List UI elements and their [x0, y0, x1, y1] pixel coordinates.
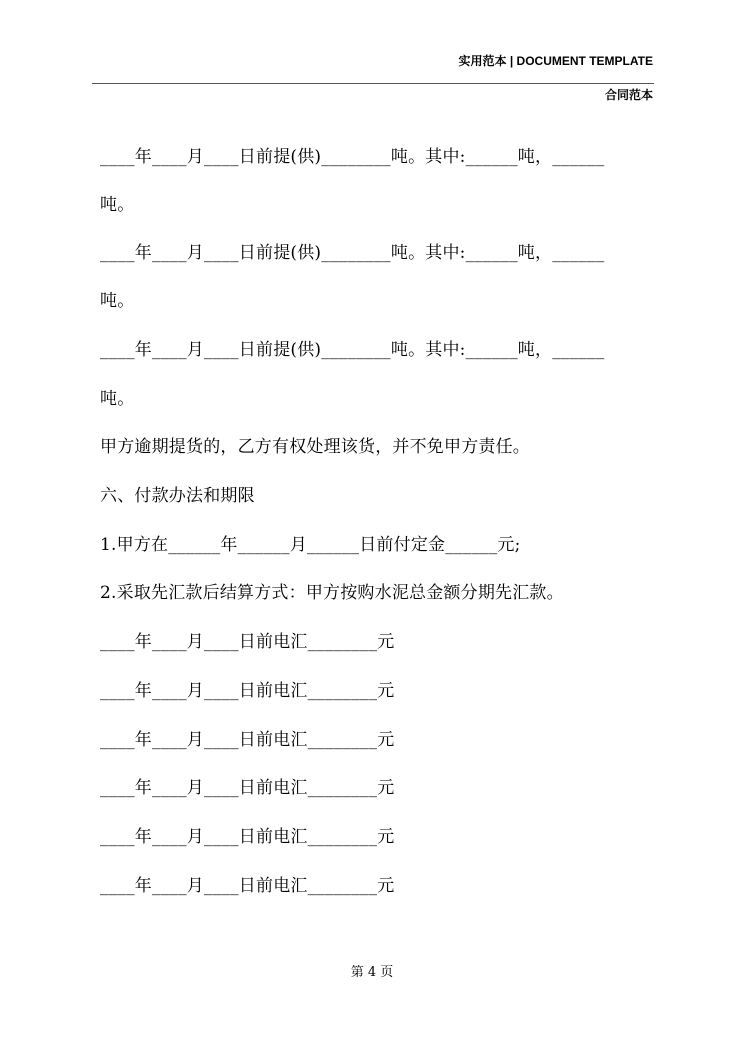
header-divider	[92, 83, 654, 84]
delivery-schedule-line-3-continued: 吨。	[100, 389, 135, 409]
wire-transfer-line-2: ____年____月____日前电汇________元	[100, 681, 395, 701]
page-number: 第 4 页	[350, 965, 394, 980]
deposit-clause: 1.甲方在______年______月______日前付定金______元;	[100, 535, 521, 555]
delivery-schedule-line-1: ____年____月____日前提(供)________吨。其中:______吨，______	[100, 147, 605, 167]
document-header-title: 实用范本 | DOCUMENT TEMPLATE	[458, 54, 653, 68]
document-header-subtitle: 合同范本	[604, 88, 653, 102]
wire-transfer-line-1: ____年____月____日前电汇________元	[100, 632, 395, 652]
section-heading-payment: 六、付款办法和期限	[100, 486, 255, 506]
wire-transfer-line-6: ____年____月____日前电汇________元	[100, 876, 395, 896]
wire-transfer-line-3: ____年____月____日前电汇________元	[100, 730, 395, 750]
delivery-schedule-line-2-continued: 吨。	[100, 291, 135, 311]
delivery-schedule-line-2: ____年____月____日前提(供)________吨。其中:______吨，______	[100, 243, 605, 263]
prepayment-clause: 2.采取先汇款后结算方式：甲方按购水泥总金额分期先汇款。	[100, 583, 564, 603]
late-pickup-clause: 甲方逾期提货的，乙方有权处理该货，并不免甲方责任。	[100, 437, 530, 457]
delivery-schedule-line-1-continued: 吨。	[100, 195, 135, 215]
wire-transfer-line-5: ____年____月____日前电汇________元	[100, 827, 395, 847]
delivery-schedule-line-3: ____年____月____日前提(供)________吨。其中:______吨，______	[100, 340, 605, 360]
wire-transfer-line-4: ____年____月____日前电汇________元	[100, 778, 395, 798]
